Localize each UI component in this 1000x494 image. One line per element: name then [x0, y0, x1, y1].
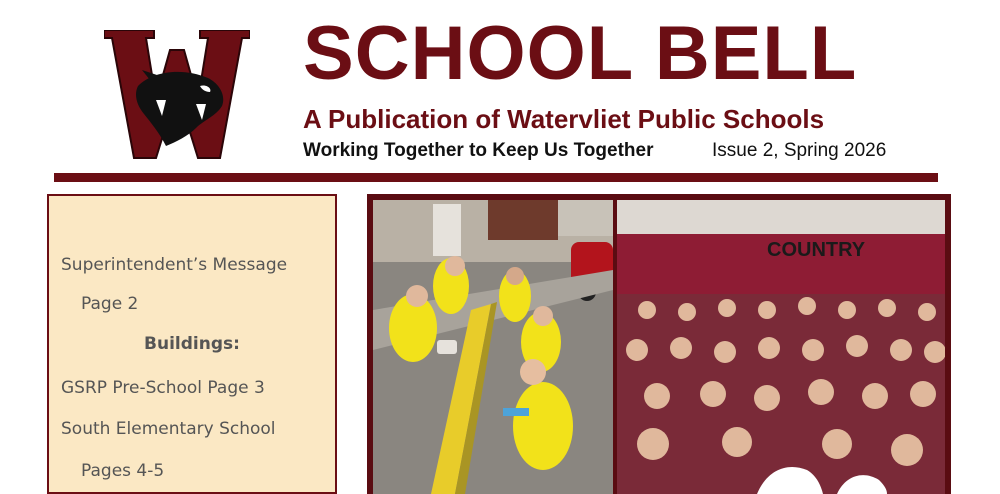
toc-item-superintendent[interactable]: Superintendent’s Message	[61, 255, 288, 275]
panther-w-logo-icon	[104, 30, 250, 160]
toc-item-south-elementary[interactable]: South Elementary School	[61, 419, 276, 439]
school-logo	[104, 30, 250, 160]
table-of-contents	[47, 194, 337, 494]
issue-label: Issue 2, Spring 2026	[712, 140, 887, 161]
header-divider	[54, 173, 938, 182]
newsletter-subtitle: A Publication of Watervliet Public Schools	[303, 104, 825, 134]
photo-gym-bleachers	[617, 200, 945, 494]
newsletter-tagline: Working Together to Keep Us Together	[303, 140, 654, 161]
toc-heading-buildings: Buildings:	[144, 334, 240, 354]
photo-curb-painting	[373, 200, 613, 494]
toc-item-gsrp[interactable]: GSRP Pre-School Page 3	[61, 378, 265, 398]
photo-collage	[367, 194, 951, 494]
banner-text: COUNTRY	[767, 239, 866, 261]
toc-item-page: Page 2	[81, 294, 139, 314]
newsletter-title: SCHOOL BELL	[303, 11, 858, 96]
toc-item-pages: Pages 4-5	[81, 461, 165, 481]
